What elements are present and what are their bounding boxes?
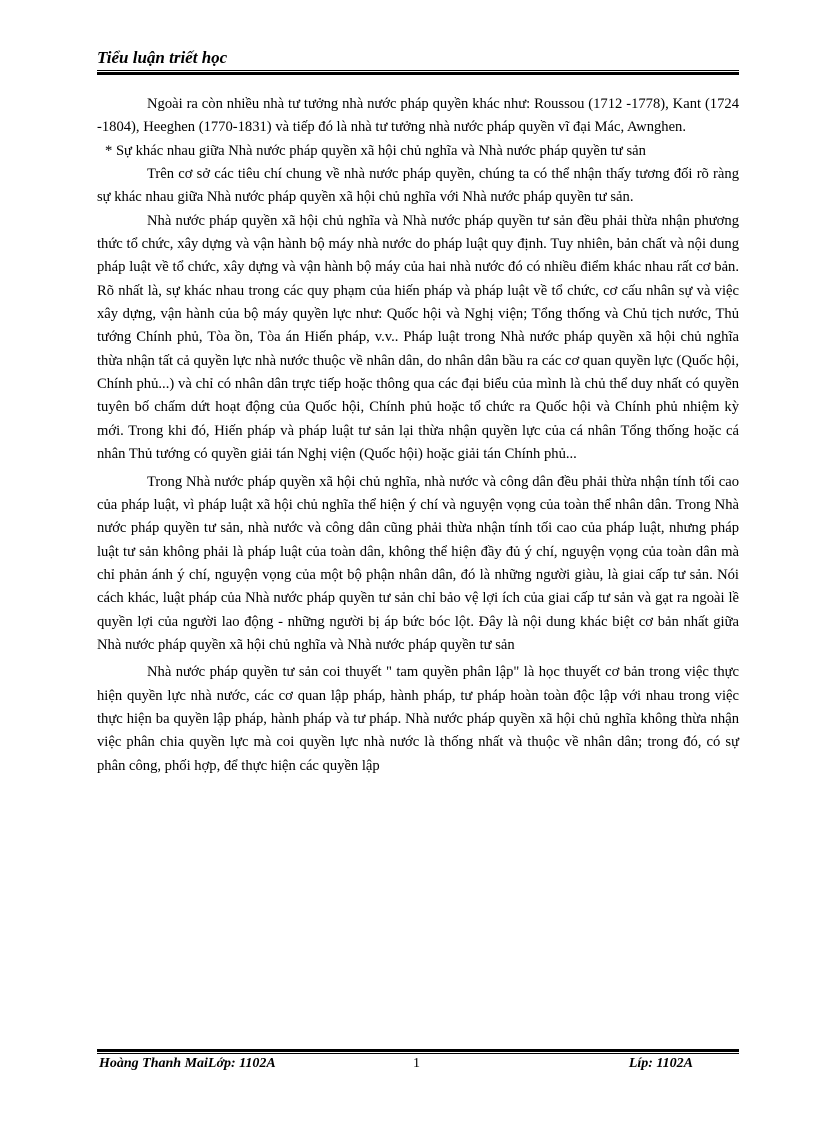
footer-rule-thin: [97, 1053, 739, 1054]
header-rule-thin: [97, 70, 739, 71]
footer-rule-thick: [97, 1049, 739, 1052]
paragraph-supremacy-of-law: Trong Nhà nước pháp quyền xã hội chủ nghĩa, nhà nước và công dân đều phải thừa nhận tính tối cao của pháp luật, vì pháp luật xã hội chủ nghĩa thể hiện ý chí và nguyện vọng của toàn thể nhân dân. Trong Nhà nước pháp quyền tư sản, nhà nước và công dân cũng phải thừa nhận tính tối cao của pháp luật, nhưng pháp luật tư sản không phải là pháp luật của toàn dân, không thể hiện đầy đủ ý chí, nguyện vọng của toàn dân mà chỉ phản ánh ý chí, nguyện vọng của một bộ phận nhân dân, đó là những người giàu, là giai cấp tư sản. Nói cách khác, luật pháp của Nhà nước pháp quyền tư sản chỉ bảo vệ lợi ích của giai cấp tư sản và gạt ra ngoài lề quyền lợi của người lao động - những người bị áp bức bóc lột. Đây là nội dung khác biệt cơ bản nhất giữa Nhà nước pháp quyền xã hội chủ nghĩa và Nhà nước pháp quyền tư sản: [97, 473, 739, 653]
paragraph-organization: Nhà nước pháp quyền xã hội chủ nghĩa và Nhà nước pháp quyền tư sản đều phải thừa nhận phương thức tổ chức, xây dựng và vận hành bộ máy nhà nước do pháp luật quy định. Tuy nhiên, bản chất và nội dung pháp luật về tổ chức, xây dựng và vận hành bộ máy của hai nhà nước đó có nhiều điểm khác nhau rất cơ bản. Rõ nhất là, sự khác nhau trong các quy phạm của hiến pháp và pháp luật về tổ chức, cơ cấu nhân sự và việc xây dựng, vận hành của bộ máy quyền lực như: Quốc hội và Nghị viện; Tổng thống và Chủ tịch nước, Thủ tướng Chính phủ, Tòa ồn, Tòa án Hiến pháp, v.v.. Pháp luật trong Nhà nước pháp quyền xã hội chủ nghĩa thừa nhận tất cả quyền lực nhà nước thuộc về nhân dân, do nhân dân bầu ra các cơ quan quyền lực (Quốc hội, Chính phủ...) và chỉ có nhân dân trực tiếp hoặc thông qua các đại biểu của mình là chủ thể duy nhất có quyền tuyên bố chấm dứt hoạt động của Quốc hội, Chính phủ hoặc tổ chức ra Quốc hội và Chính phủ nhiệm kỳ mới. Trong khi đó, Hiến pháp và pháp luật tư sản lại thừa nhận quyền lực của cá nhân Tổng thống hoặc cá nhân Thủ tướng có quyền giải tán Nghị viện (Quốc hội) hoặc giải tán Chính phủ...: [97, 212, 739, 463]
paragraph-criteria: Trên cơ sở các tiêu chí chung về nhà nước pháp quyền, chúng ta có thể nhận thấy tương đối rõ ràng sự khác nhau giữa Nhà nước pháp quyền xã hội chủ nghĩa với Nhà nước pháp quyền tư sản.: [97, 166, 739, 206]
paragraph-other-thinkers: Ngoài ra còn nhiều nhà tư tưởng nhà nước pháp quyền khác như: Roussou (1712 -1778), Kant (1724 -1804), Heeghen (1770-1831) và tiếp đó là nhà tư tưởng nhà nước pháp quyền vĩ đại Mác, Awnghen.: [97, 96, 739, 136]
document-header-title: Tiểu luận triết học: [97, 48, 228, 67]
header-rule-thick: [97, 72, 739, 75]
footer-class: Líp: 1102A: [628, 1056, 693, 1071]
document-body: [97, 93, 739, 778]
document-footer: [97, 1056, 739, 1076]
paragraph-separation-of-powers: Nhà nước pháp quyền tư sản coi thuyết " tam quyền phân lập" là học thuyết cơ bản trong việc thực hiện quyền lực nhà nước, các cơ quan lập pháp, hành pháp, tư pháp hoàn toàn độc lập với nhau trong việc thực hiện ba quyền lập pháp, hành pháp và tư pháp. Nhà nước pháp quyền xã hội chủ nghĩa không thừa nhận việc phân chia quyền lực mà coi quyền lực nhà nước là thống nhất và thuộc về nhân dân; trong đó, có sự phân công, phối hợp, để thực hiện các quyền lập: [97, 664, 739, 774]
section-heading-differences: * Sự khác nhau giữa Nhà nước pháp quyền xã hội chủ nghĩa và Nhà nước pháp quyền tư sản: [105, 142, 646, 159]
page-number: 1: [413, 1056, 420, 1071]
footer-author: Hoàng Thanh MaiLớp: 1102A: [99, 1056, 276, 1071]
